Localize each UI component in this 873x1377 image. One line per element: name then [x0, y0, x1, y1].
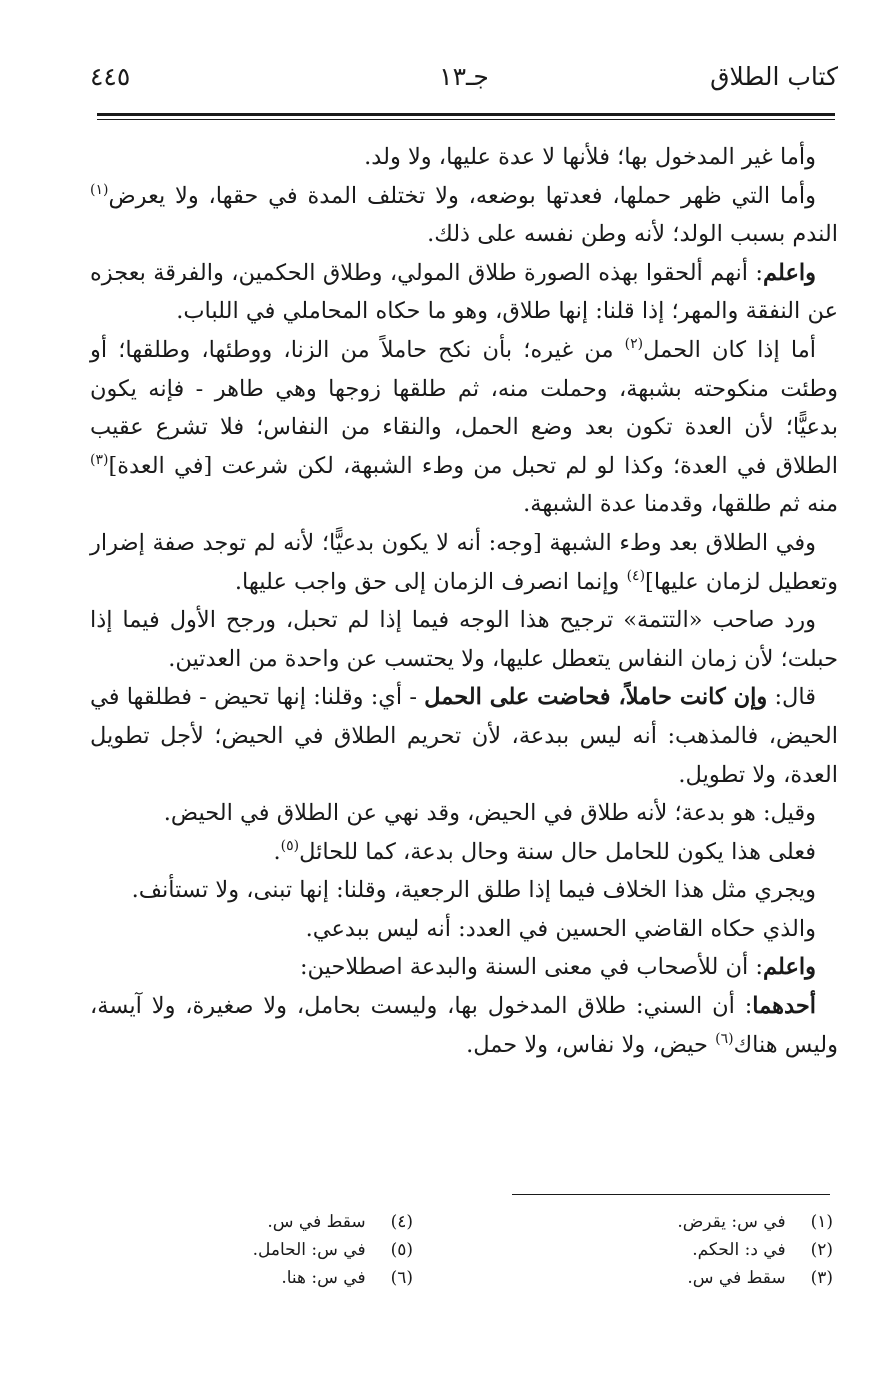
footnote-number: (٣)	[810, 1268, 833, 1288]
text-run: وإنما انصرف الزمان إلى حق واجب عليها.	[234, 568, 627, 595]
text-run: الندم بسبب الولد؛ لأنه وطن نفسه على ذلك.	[427, 221, 838, 248]
paragraph	[90, 794, 838, 833]
paragraph	[90, 177, 838, 254]
footnote-reference: (٤)	[626, 567, 646, 584]
footnote-item	[113, 1236, 413, 1264]
bold-term: وإن كانت حاملاً، فحاضت على الحمل	[424, 684, 768, 711]
page-number: ٤٤٥	[90, 62, 131, 91]
paragraph	[90, 910, 838, 949]
text-run: حيض، ولا نفاس، ولا حمل.	[466, 1031, 716, 1058]
footnote-number: (١)	[810, 1212, 833, 1232]
header-rule-thin	[97, 119, 835, 120]
footnote-item	[113, 1264, 413, 1292]
text-run: : أنهم ألحقوا بهذه الصورة طلاق المولي، وطلاق الحكمين، والفرقة بعجزه عن النفقة والمهر؛ إذا قلنا: إنها طلاق، وهو ما حكاه المحاملي في اللباب.	[90, 259, 838, 325]
footnote-text: في س: يقرض.	[677, 1212, 786, 1232]
text-run: وفي الطلاق بعد وطء الشبهة [وجه: أنه لا يكون بدعيًّا؛ لأنه لم توجد صفة إضرار وتعطيل لزمان عليها]	[90, 529, 838, 595]
text-run: .	[273, 838, 281, 865]
footnote-separator	[512, 1194, 830, 1195]
text-run: : أن السني: طلاق المدخول بها، وليست بحامل، ولا صغيرة، ولا آيسة، وليس هناك	[90, 993, 838, 1058]
footnote-number: (٤)	[390, 1212, 413, 1232]
paragraph	[90, 331, 838, 524]
book-title: كتاب الطلاق	[710, 62, 838, 91]
footnote-reference: (٦)	[715, 1030, 734, 1047]
footnote-number: (٥)	[390, 1240, 413, 1260]
paragraph	[90, 871, 838, 910]
footnote-text: سقط في س.	[267, 1212, 366, 1232]
footnote-text: في س: الحامل.	[252, 1240, 366, 1260]
paragraph	[90, 138, 838, 177]
paragraph	[90, 987, 838, 1064]
footnotes-column-left	[113, 1208, 413, 1292]
footnote-item	[113, 1208, 413, 1236]
text-run: فعلى هذا يكون للحامل حال سنة وحال بدعة، كما للحائل	[299, 838, 816, 865]
main-text	[90, 138, 838, 1064]
footnote-text: سقط في س.	[687, 1268, 786, 1288]
paragraph	[90, 948, 838, 987]
footnote-reference: (١)	[90, 181, 109, 198]
volume-label: جـ١٣	[439, 62, 489, 91]
paragraph	[90, 524, 838, 601]
text-run: - أي: وقلنا: إنها تحيض - فطلقها في الحيض، فالمذهب: أنه ليس ببدعة، لأن تحريم الطلاق في الحيض؛ لأجل تطويل العدة، ولا تطويل.	[90, 684, 838, 788]
text-run: قال:	[767, 684, 816, 711]
text-run: ورد صاحب «التتمة» ترجيح هذا الوجه فيما إذا لم تحبل، ورجح الأول فيما إذا حبلت؛ لأن زمان النفاس يتعطل عليها، ولا يحتسب عن واحدة من العدتين.	[90, 607, 838, 672]
text-run: وأما غير المدخول بها؛ فلأنها لا عدة عليها، ولا ولد.	[364, 144, 816, 170]
header-rule	[97, 113, 835, 116]
paragraph	[90, 254, 838, 331]
text-run: أما إذا كان الحمل	[643, 336, 817, 363]
text-run: والذي حكاه القاضي الحسين في العدد: أنه ليس ببدعي.	[305, 915, 816, 942]
bold-term: واعلم	[763, 259, 816, 286]
footnote-number: (٦)	[390, 1268, 413, 1288]
footnote-item	[533, 1236, 833, 1264]
footnote-text: في س: هنا.	[281, 1268, 366, 1288]
paragraph	[90, 833, 838, 872]
bold-term: واعلم	[763, 954, 816, 981]
text-run: وأما التي ظهر حملها، فعدتها بوضعه، ولا تختلف المدة في حقها، ولا يعرض	[108, 182, 816, 209]
footnotes-column-right	[533, 1208, 833, 1292]
paragraph	[90, 678, 838, 794]
text-run: ويجري مثل هذا الخلاف فيما إذا طلق الرجعية، وقلنا: إنها تبنى، ولا تستأنف.	[131, 877, 816, 904]
bold-term: أحدهما	[752, 993, 816, 1020]
running-head	[90, 62, 838, 102]
footnote-reference: (٣)	[90, 451, 109, 468]
text-run: وقيل: هو بدعة؛ لأنه طلاق في الحيض، وقد نهي عن الطلاق في الحيض.	[163, 800, 816, 827]
footnote-text: في د: الحكم.	[692, 1240, 786, 1260]
footnote-item	[533, 1208, 833, 1236]
footnote-reference: (٢)	[624, 335, 644, 352]
paragraph	[90, 601, 838, 678]
footnote-item	[533, 1264, 833, 1292]
text-run: : أن للأصحاب في معنى السنة والبدعة اصطلاحين:	[299, 954, 764, 981]
text-run: منه ثم طلقها، وقدمنا عدة الشبهة.	[523, 491, 838, 518]
footnote-number: (٢)	[810, 1240, 833, 1260]
footnote-reference: (٥)	[280, 837, 300, 854]
text-run: من غيره؛ بأن نكح حاملاً من الزنا، ووطئها، وطلقها؛ أو وطئت منكوحته بشبهة، وحملت منه، ثم طلقها زوجها وهي طاهر - فإنه يكون بدعيًّا؛ لأن العدة تكون بعد وضع الحمل، والنقاء من النفاس؛ فلا تشرع عقيب الطلاق في العدة؛ وكذا لو لم تحبل من وطء الشبهة، لكن شرعت [في العدة]	[90, 336, 838, 479]
